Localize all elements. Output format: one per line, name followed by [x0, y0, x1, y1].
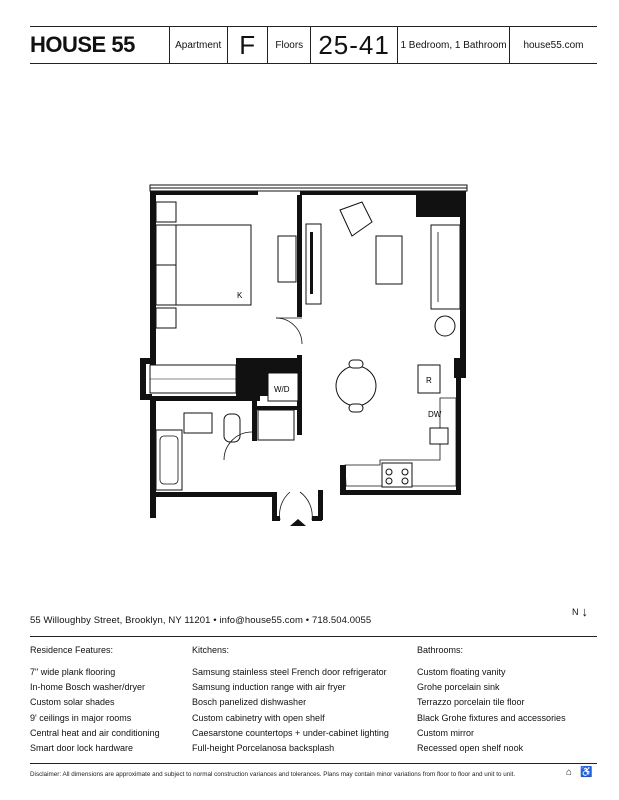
apartment-label-cell — [169, 27, 227, 63]
sofa — [431, 225, 460, 309]
apartment-value: F — [239, 29, 257, 60]
bed-label: K — [237, 291, 243, 300]
dining-chair — [349, 360, 363, 368]
north-label: N — [572, 606, 579, 617]
list-item: 9' ceilings in major rooms — [30, 712, 132, 723]
footer-icons — [566, 767, 593, 778]
list-item: Caesarstone countertops + under-cabinet lighting — [192, 727, 389, 738]
kitchen-sink — [430, 428, 448, 444]
list-item: Samsung stainless steel French door refrigerator — [192, 667, 387, 677]
unit-type-cell — [397, 27, 509, 63]
list-item: Central heat and air conditioning — [30, 727, 160, 738]
coffee-table — [376, 236, 402, 284]
list-item: In-home Bosch washer/dryer — [30, 682, 146, 693]
disclaimer: Disclaimer: All dimensions are approximate and subject to normal construction variances and tolerances. Plans may contain minor variations from floor to floor and unit to unit. — [30, 771, 516, 778]
apartment-label: Apartment — [175, 39, 222, 51]
floor-plan — [140, 180, 480, 530]
dining-table — [336, 366, 376, 406]
list-item: Samsung induction range with air fryer — [192, 682, 346, 693]
residence-heading: Residence Features: — [30, 645, 114, 655]
unit-type: 1 Bedroom, 1 Bathroom — [400, 39, 507, 51]
floors-label-cell — [267, 27, 310, 63]
bathroom-heading: Bathrooms: — [417, 645, 464, 655]
entry-door — [280, 492, 290, 520]
list-item: 7" wide plank flooring — [30, 667, 116, 677]
list-item: Recessed open shelf nook — [417, 742, 524, 753]
contact-line: 55 Willoughby Street, Brooklyn, NY 11201 • info@house55.com • 718.504.0055 — [30, 615, 372, 626]
floors-value-cell — [310, 27, 397, 63]
bedroom-door — [276, 318, 302, 344]
list-item: Custom mirror — [417, 727, 475, 738]
armchair — [340, 202, 372, 236]
equal-housing-icon: ⌂ — [566, 767, 573, 778]
dining-chair — [349, 404, 363, 412]
section-divider — [30, 636, 597, 637]
linen-closet — [258, 410, 294, 440]
list-item: Custom floating vanity — [417, 667, 506, 677]
tv-console — [306, 224, 321, 304]
entry-marker — [290, 519, 306, 526]
side-table — [435, 316, 455, 336]
brand-cell — [30, 27, 169, 63]
wd-label: W/D — [274, 385, 290, 394]
website-link[interactable]: house55.com — [523, 39, 584, 51]
apartment-value-cell — [227, 27, 268, 63]
floors-label: Floors — [275, 39, 304, 51]
list-item: Grohe porcelain sink — [417, 682, 500, 693]
list-item: Custom solar shades — [30, 697, 115, 708]
list-item: Terrazzo porcelain tile floor — [417, 697, 525, 708]
bathroom-features — [417, 645, 566, 756]
residence-features — [30, 645, 160, 756]
list-item: Custom cabinetry with open shelf — [192, 712, 325, 723]
list-item: Bosch panelized dishwasher — [192, 697, 307, 708]
kitchen-heading: Kitchens: — [192, 645, 230, 655]
north-indicator — [572, 604, 588, 619]
fridge-label: R — [426, 376, 432, 385]
accessibility-icon: ♿ — [580, 767, 593, 778]
dresser — [278, 236, 296, 282]
vanity — [184, 413, 212, 433]
north-arrow-icon: ↓ — [581, 604, 588, 619]
toilet — [224, 414, 240, 442]
website-cell — [509, 27, 597, 63]
dw-label: DW — [428, 410, 442, 419]
list-item: Black Grohe fixtures and accessories — [417, 712, 566, 723]
header-bar — [30, 26, 597, 64]
bed — [156, 202, 251, 328]
floors-value: 25-41 — [318, 29, 390, 60]
footer-divider — [30, 763, 597, 764]
list-item: Full-height Porcelanosa backsplash — [192, 742, 335, 753]
kitchen-features — [192, 645, 389, 756]
brand-logo: HOUSE 55 — [30, 32, 135, 57]
list-item: Smart door lock hardware — [30, 742, 134, 753]
